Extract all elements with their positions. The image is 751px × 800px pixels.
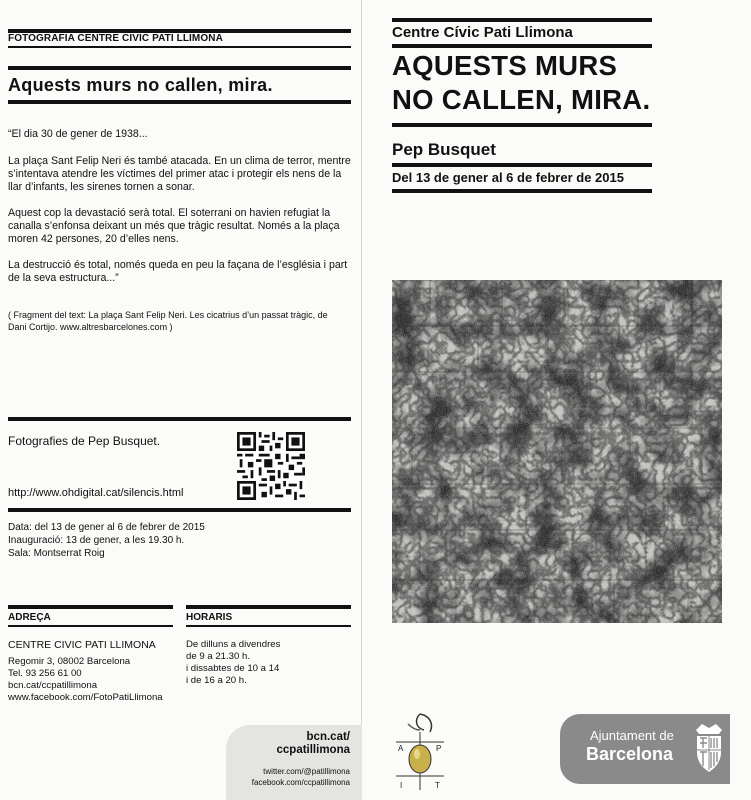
ajuntament-line1: Ajuntament de [590, 728, 674, 743]
quote-line: llar d’infants, les sirenes tornen a sonar. [8, 181, 195, 193]
quote-line: s’intentava atendre les víctimes del primer atac i protegir els nens de la [8, 168, 342, 180]
quote-line: La destrucció és total, només queda en peu la façana de l’església i part [8, 259, 348, 271]
header-label: FOTOGRAFIA CENTRE CIVIC PATI LLIMONA [8, 33, 223, 44]
venue-name: Centre Cívic Pati Llimona [392, 24, 573, 41]
quote-line: canalla s’enfonsa deixant un més que tràgic resultat. Només a la plaça [8, 220, 340, 232]
quote-line: Aquest cop la devastació serà total. El soterrani on havien refugiat la [8, 207, 331, 219]
quote-line: de la seva estructura...” [8, 272, 119, 284]
address-title: ADREÇA [8, 612, 51, 623]
info-date: Data: del 13 de gener al 6 de febrer de 2015 [8, 522, 205, 533]
left-heading: Aquests murs no callen, mira. [8, 75, 273, 95]
address-line: CENTRE CIVIC PATI LLIMONA [8, 639, 156, 651]
rule [392, 123, 652, 127]
leaflet-back-panel [0, 0, 362, 800]
address-link[interactable]: bcn.cat/ccpatillimona [8, 680, 98, 691]
hours-title: HORARIS [186, 612, 233, 623]
hours-line: i dissabtes de 10 a 14 [186, 663, 280, 674]
quote-paragraph-1 [8, 128, 355, 141]
exhibition-dates: Del 13 de gener al 6 de febrer de 2015 [392, 170, 624, 185]
info-opening: Inauguració: 13 de gener, a les 19.30 h. [8, 535, 185, 546]
wall-photograph [392, 280, 722, 623]
rule [186, 625, 351, 627]
rule [8, 508, 351, 512]
facebook-link[interactable]: www.facebook.com/FotoPatiLlimona [8, 692, 163, 703]
bcn-badge [226, 725, 362, 800]
facebook-badge-link[interactable]: facebook.com/ccpatillimona [251, 778, 350, 787]
barcelona-coat-of-arms-icon [692, 722, 726, 774]
rule [8, 605, 173, 609]
rule [392, 18, 652, 22]
twitter-link[interactable]: twitter.com/@patillimona [263, 767, 350, 776]
logo-letter: A [398, 744, 404, 753]
rule [8, 66, 351, 70]
rule [8, 625, 173, 627]
rule [186, 605, 351, 609]
fragment-line: Dani Cortijo. www.altresbarcelones.com ) [8, 322, 173, 332]
ajuntament-badge [560, 714, 730, 784]
quote-paragraph-4 [8, 259, 355, 285]
rule [8, 100, 351, 104]
main-title-line1: AQUESTS MURS [392, 50, 618, 81]
quote-line: “El dia 30 de gener de 1938... [8, 128, 148, 140]
web-url-link[interactable]: http://www.ohdigital.cat/silencis.html [8, 487, 184, 499]
bcn-url-line1[interactable]: bcn.cat/ [306, 731, 350, 743]
artist-name: Pep Busquet [392, 140, 496, 159]
fragment-line: ( Fragment del text: La plaça Sant Felip Neri. Les cicatrius d’un passat tràgic, de [8, 310, 328, 320]
leaflet-cover-panel [362, 0, 751, 800]
rule [8, 417, 351, 421]
rule [392, 44, 652, 48]
ajuntament-line2: Barcelona [586, 744, 674, 764]
source-fragment [8, 309, 355, 333]
logo-letter: P [436, 744, 442, 753]
logo-letter: T [435, 781, 440, 790]
photos-credit: Fotografies de Pep Busquet. [8, 434, 161, 448]
hours-line: i de 16 a 20 h. [186, 675, 247, 686]
quote-line: moren 42 persones, 20 d’elles nens. [8, 233, 179, 245]
quote-paragraph-3 [8, 207, 355, 246]
main-title-line2: NO CALLEN, MIRA. [392, 84, 651, 115]
address-line: Regomir 3, 08002 Barcelona [8, 656, 131, 667]
logo-letter: I [400, 781, 403, 790]
rule [392, 189, 652, 193]
hours-line: De dilluns a divendres [186, 639, 281, 650]
quote-line: La plaça Sant Felip Neri és també atacada. En un clima de terror, mentre [8, 155, 351, 167]
pati-llimona-logo-icon [390, 710, 450, 796]
rule [392, 163, 652, 167]
bcn-url-line2[interactable]: ccpatillimona [276, 744, 350, 756]
address-line: Tel. 93 256 61 00 [8, 668, 82, 679]
rule [8, 46, 351, 48]
info-room: Sala: Montserrat Roig [8, 548, 105, 559]
qr-code-icon [237, 432, 305, 500]
quote-paragraph-2 [8, 155, 355, 194]
hours-line: de 9 a 21.30 h. [186, 651, 251, 662]
